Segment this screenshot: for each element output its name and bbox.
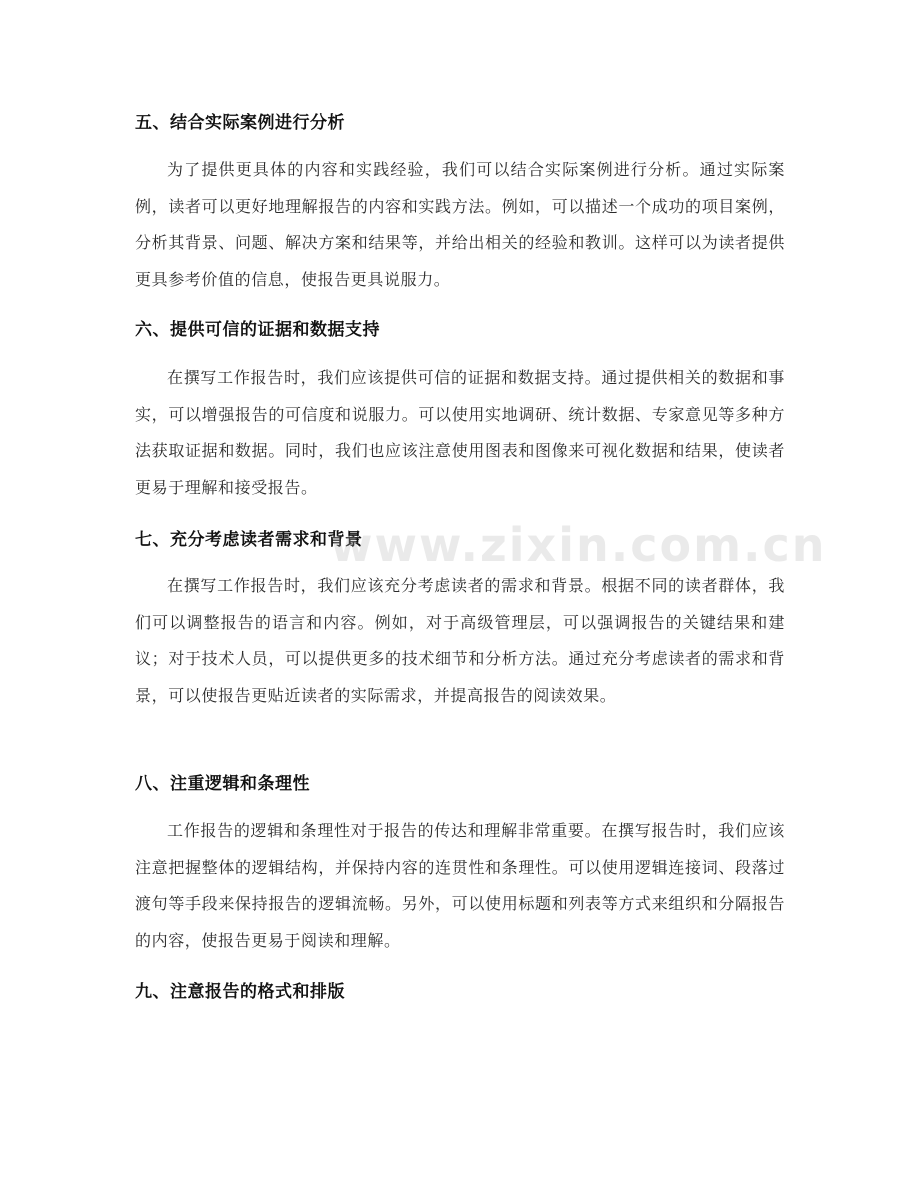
watermark: www.zixin.com.cn [330, 518, 827, 572]
section-heading-7: 七、充分考虑读者需求和背景 [135, 530, 363, 550]
section-body-7: 在撰写工作报告时，我们应该充分考虑读者的需求和背景。根据不同的读者群体，我们可以调整报告的语言和内容。例如，对于高级管理层，可以强调报告的关键结果和建议；对于技术人员，可以提供更多的技术细节和分析方法。通过充分考虑读者的需求和背景，可以使报告更贴近读者的实际需求，并提高报告的阅读效果。 [135, 576, 785, 705]
section-body-5: 为了提供更具体的内容和实践经验，我们可以结合实际案例进行分析。通过实际案例，读者可以更好地理解报告的内容和实践方法。例如，可以描述一个成功的项目案例，分析其背景、问题、解决方案和结果等，并给出相关的经验和教训。这样可以为读者提供更具参考价值的信息，使报告更具说服力。 [135, 160, 785, 289]
section-body-8: 工作报告的逻辑和条理性对于报告的传达和理解非常重要。在撰写报告时，我们应该注意把握整体的逻辑结构，并保持内容的连贯性和条理性。可以使用逻辑连接词、段落过渡句等手段来保持报告的逻辑流畅。另外，可以使用标题和列表等方式来组织和分隔报告的内容，使报告更易于阅读和理解。 [135, 821, 785, 950]
section-heading-6: 六、提供可信的证据和数据支持 [135, 320, 380, 340]
section-heading-8: 八、注重逻辑和条理性 [135, 774, 310, 794]
section-heading-9: 九、注意报告的格式和排版 [135, 982, 345, 1002]
section-body-6: 在撰写工作报告时，我们应该提供可信的证据和数据支持。通过提供相关的数据和事实，可以增强报告的可信度和说服力。可以使用实地调研、统计数据、专家意见等多种方法获取证据和数据。同时，我们也应该注意使用图表和图像来可视化数据和结果，使读者更易于理解和接受报告。 [135, 368, 785, 497]
section-heading-5: 五、结合实际案例进行分析 [135, 113, 345, 133]
